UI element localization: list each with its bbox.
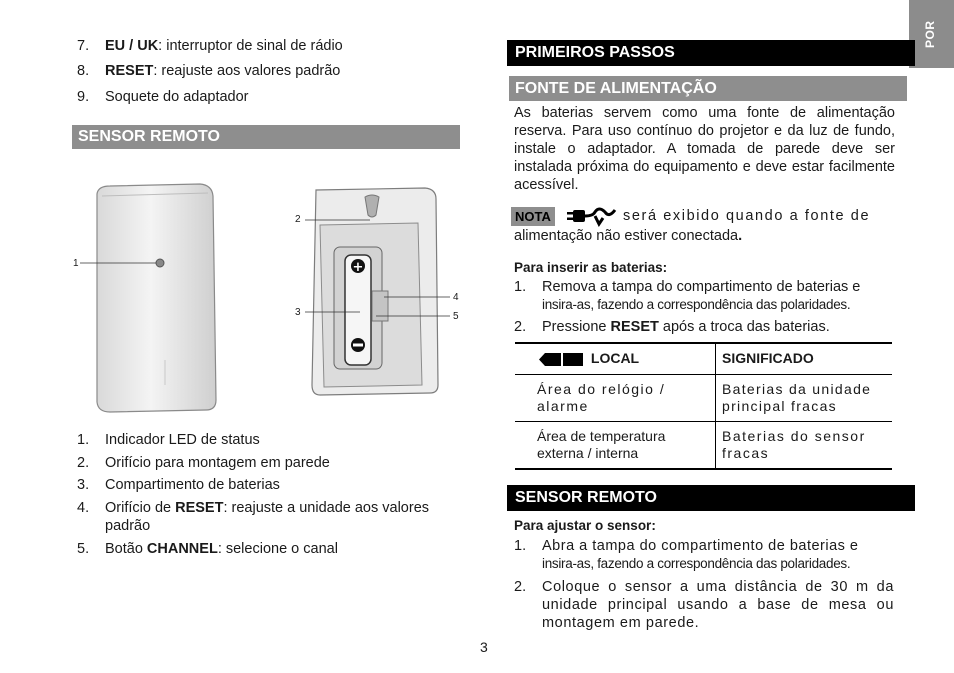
reset-hole [372,291,388,321]
table-cell: Baterias do sensor fracas [716,421,893,469]
sensor-front-illustration [70,180,230,420]
item-text: Indicador LED de status [105,432,260,448]
list-item [77,499,462,535]
table-header-local: LOCAL [515,343,716,374]
item-bold: RESET [105,63,154,79]
item-number: 5. [77,541,90,557]
plug-icon [565,204,619,228]
item-text: : selecione o canal [217,541,338,557]
table-cell: Baterias da unidade principal fracas [716,374,893,421]
item-number: 9. [77,89,90,105]
item-number: 2. [514,319,527,335]
language-tab [909,0,954,68]
item-text: Coloque o sensor a uma distância de 30 m da unidade principal usando a base de mesa ou montagem em parede. [542,579,894,631]
ajustar-title: Para ajustar o sensor: [514,518,656,533]
list-item [514,278,899,316]
callout-5: 5 [453,311,459,322]
item-number: 3. [77,477,90,493]
table-header-significado: SIGNIFICADO [716,343,893,374]
item-number: 4. [77,500,90,516]
nota-text: será exibido quando a fonte de [623,208,871,224]
item-text: padrão [105,518,151,534]
item-text: : reajuste aos valores padrão [153,63,341,79]
item-text: após a troca das baterias. [658,319,830,335]
nota-dot: . [738,228,743,244]
callout-2: 2 [295,214,301,225]
section-header-sensor-remoto: SENSOR REMOTO [72,125,460,149]
nota-label: NOTA [511,207,555,226]
callout-1: 1 [73,258,79,269]
item-number: 1. [514,279,527,295]
item-text: Orifício de [105,500,176,516]
item-number: 7. [77,38,90,54]
item-text: Compartimento de baterias [105,477,280,493]
item-text: Pressione [542,319,611,335]
item-text: : interruptor de sinal de rádio [158,38,343,54]
item-text: Abra a tampa do compartimento de baterias e [542,538,859,554]
item-text: Botão [105,541,147,557]
item-text: Remova a tampa do compartimento de baterias e [542,279,861,295]
table-cell: Área do relógio / alarme [515,374,716,421]
item-bold: EU / UK [105,38,159,54]
callout-3: 3 [295,307,301,318]
item-bold: RESET [610,319,659,335]
item-number: 2. [77,455,90,471]
item-text: Orifício para montagem em parede [105,455,330,471]
section-header-fonte: FONTE DE ALIMENTAÇÃO [509,76,907,101]
item-number: 8. [77,63,90,79]
fonte-paragraph: As baterias servem como uma fonte de alimentação reserva. Para uso contínuo do projetor e da luz de fundo, instale o adaptador. A tomada de parede deve ser instalada próxima do equipamento e deve estar facilmente acessível. [514,105,895,193]
table-cell: Área de temperatura externa / interna [515,421,716,469]
item-number: 1. [77,432,90,448]
list-item [514,578,899,634]
section-header-sensor-remoto-right: SENSOR REMOTO [507,485,915,511]
item-number: 2. [514,579,527,595]
section-header-primeiros-passos: PRIMEIROS PASSOS [507,40,915,66]
nota-text: alimentação não estiver conectada [514,228,739,244]
item-text: : reajuste a unidade aos valores [223,500,430,516]
status-led [156,259,164,267]
page-number: 3 [480,639,488,655]
item-text: insira-as, fazendo a correspondência das polaridades. [542,556,851,571]
nota-block [511,206,896,246]
language-tab-label: POR [923,20,937,48]
svg-text:+: + [352,260,364,275]
item-bold: CHANNEL [146,541,218,557]
sensor-back-illustration [290,185,460,400]
item-number: 1. [514,538,527,554]
item-bold: RESET [175,500,224,516]
low-battery-icon [537,351,587,368]
battery-indicator-table [515,342,892,470]
list-item [514,537,899,575]
table-row [515,421,892,469]
item-text: insira-as, fazendo a correspondência das polaridades. [542,297,851,312]
callout-4: 4 [453,292,459,303]
inserir-title: Para inserir as baterias: [514,260,668,275]
item-text: Soquete do adaptador [105,89,249,105]
table-row [515,374,892,421]
